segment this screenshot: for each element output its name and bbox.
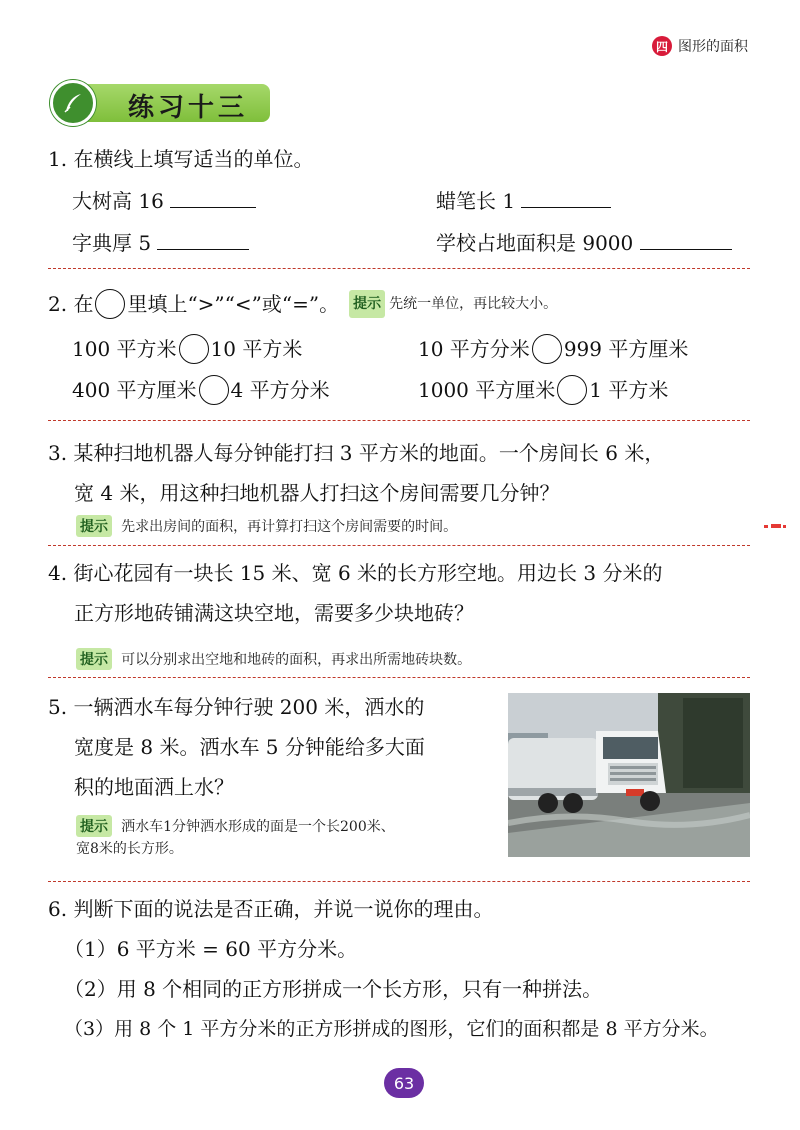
compare-right: 10 平方米 [210,337,303,361]
q6-prompt: 6. 判断下面的说法是否正确，并说一说你的理由。 [48,897,494,921]
compare-item [418,375,668,405]
hint-text: 先统一单位，再比较大小。 [389,296,558,312]
section-divider [48,881,750,882]
section-divider [48,545,750,546]
q1-item-text: 字典厚 5 [72,231,152,255]
q5-line: 5. 一辆洒水车每分钟行驶 200 米，洒水的 [48,695,425,719]
chapter-badge: 四 [652,36,672,56]
q2-prompt-a: 2. 在 [48,292,94,316]
q2-prompt [48,289,557,319]
red-mark-icon [764,515,786,521]
q5-line: 积的地面洒上水？ [74,775,234,799]
q4-line: 4. 街心花园有一块长 15 米、宽 6 米的长方形空地。用边长 3 分米的 [48,561,663,585]
q6-item: （3）用 8 个 1 平方分米的正方形拼成的图形，它们的面积都是 8 平方分米。 [64,1018,719,1040]
answer-blank[interactable] [640,230,732,250]
q2-prompt-b: 里填上“>”“<”或“=”。 [127,292,340,316]
hint-text: 可以分别求出空地和地砖的面积，再求出所需地砖块数。 [121,652,472,668]
section-divider [48,268,750,269]
compare-answer-circle[interactable] [179,334,209,364]
chapter-header [652,36,748,56]
hint-text: 洒水车1分钟洒水形成的面是一个长200米、 [121,819,395,835]
q1-item [436,230,732,256]
section-divider [48,420,750,421]
q1-item-text: 蜡笔长 1 [436,189,516,213]
hint-label: 提示 [349,290,385,318]
compare-right: 4 平方分米 [230,378,330,402]
hint-text: 先求出房间的面积，再计算打扫这个房间需要的时间。 [121,519,458,535]
q1-item [72,230,249,256]
q1-prompt: 1. 在横线上填写适当的单位。 [48,147,314,171]
q1-item-text: 大树高 16 [72,189,164,213]
q4-line: 正方形地砖铺满这块空地，需要多少块地砖？ [74,601,474,625]
answer-blank[interactable] [170,188,256,208]
hint-label: 提示 [76,515,112,537]
compare-left: 400 平方厘米 [72,378,197,402]
answer-blank[interactable] [157,230,249,250]
hint-text: 宽8米的长方形。 [76,841,183,857]
exercise-title: 练习十三 [128,93,249,123]
q1-item [72,188,256,214]
section-divider [48,677,750,678]
page-number: 63 [384,1068,424,1098]
chapter-title: 图形的面积 [678,39,748,55]
q1-item [436,188,611,214]
q3-hint [76,515,457,537]
compare-left: 100 平方米 [72,337,177,361]
water-truck-photo [508,693,750,857]
compare-item [418,334,688,364]
compare-right: 1 平方米 [589,378,669,402]
compare-item [72,375,330,405]
hint-label: 提示 [76,815,112,837]
compare-item [72,334,302,364]
q1-item-text: 学校占地面积是 9000 [436,231,634,255]
exercise-banner [50,80,272,126]
compare-answer-circle[interactable] [199,375,229,405]
compare-left: 1000 平方厘米 [418,378,556,402]
q5-hint [76,815,395,837]
circle-placeholder-icon [95,289,125,319]
q5-line: 宽度是 8 米。洒水车 5 分钟能给多大面 [74,735,425,759]
compare-answer-circle[interactable] [532,334,562,364]
q3-line: 宽 4 米，用这种扫地机器人打扫这个房间需要几分钟？ [74,481,560,505]
q6-item: （1）6 平方米 = 60 平方分米。 [64,937,358,961]
q3-line: 3. 某种扫地机器人每分钟能打扫 3 平方米的地面。一个房间长 6 米， [48,441,665,465]
hint-label: 提示 [76,648,112,670]
compare-left: 10 平方分米 [418,337,530,361]
q4-hint [76,648,471,670]
pen-icon [50,80,96,126]
compare-right: 999 平方厘米 [563,337,689,361]
answer-blank[interactable] [521,188,611,208]
compare-answer-circle[interactable] [557,375,587,405]
q6-item: （2）用 8 个相同的正方形拼成一个长方形，只有一种拼法。 [64,977,603,1001]
